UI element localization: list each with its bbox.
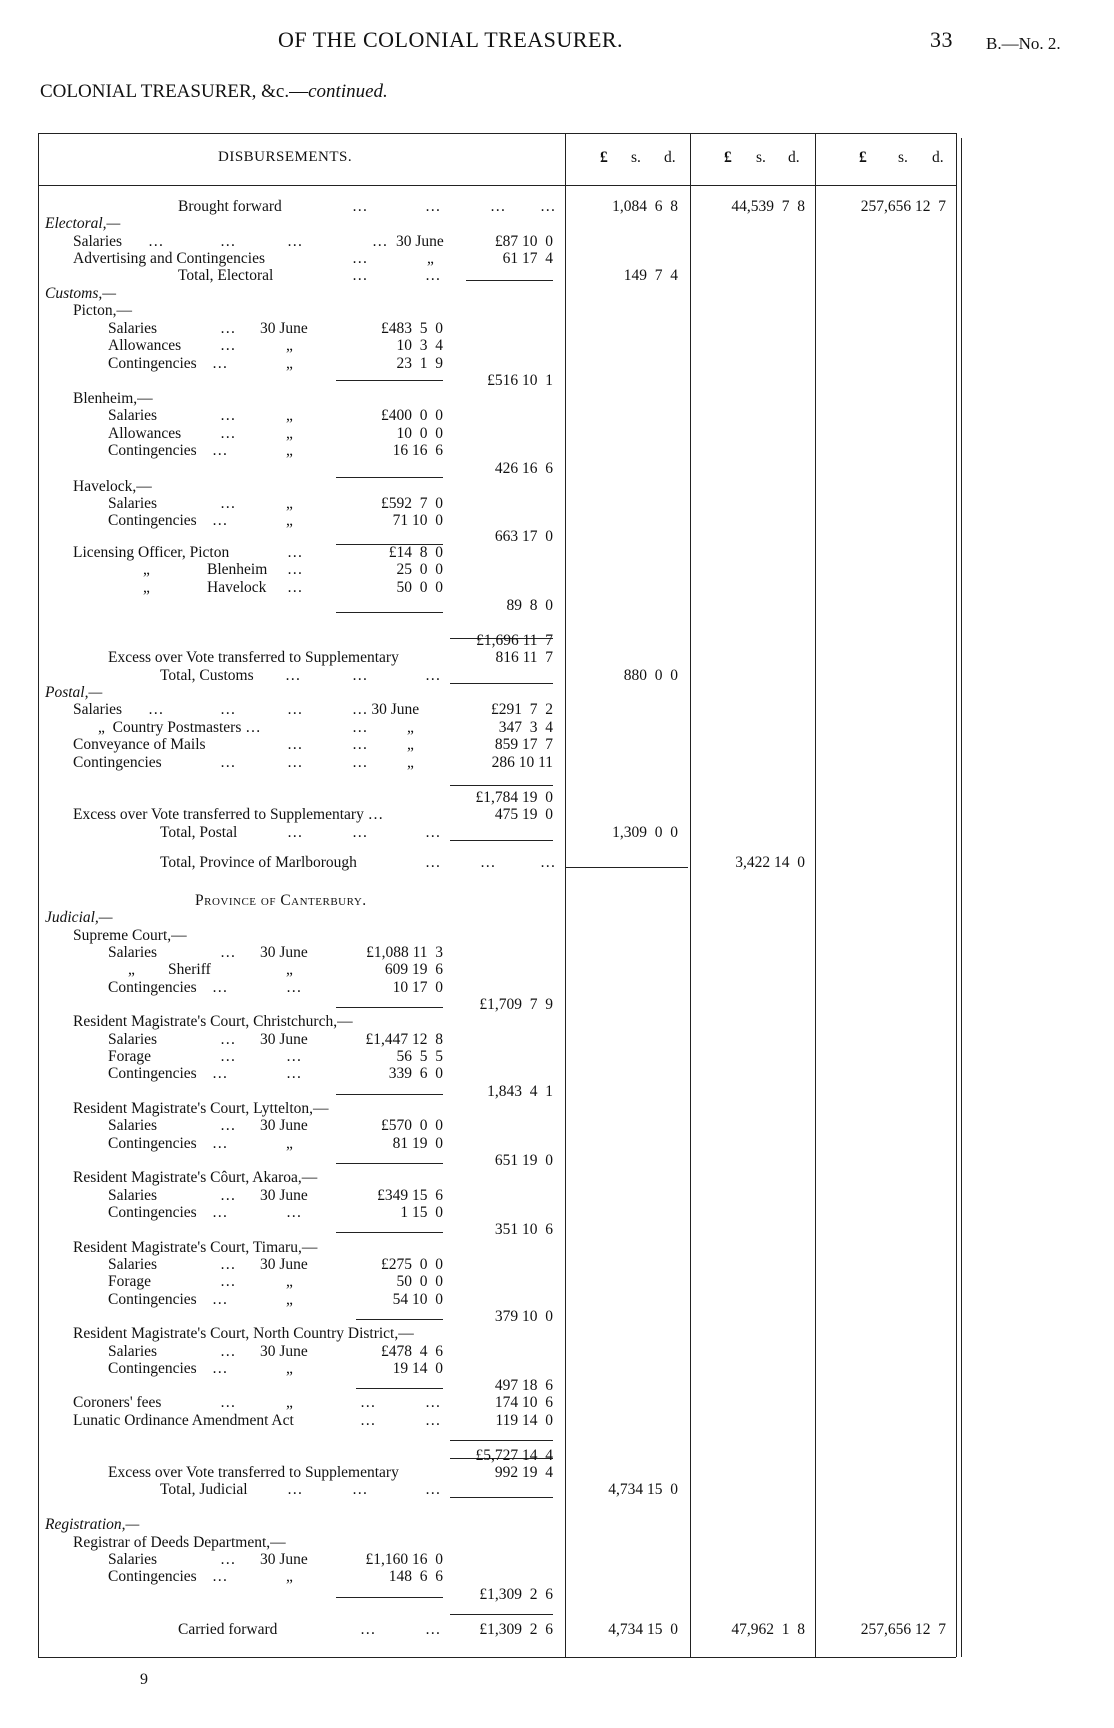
- leader: …: [212, 979, 228, 996]
- leader: …: [372, 233, 388, 250]
- leader: …: [360, 1621, 376, 1638]
- sum-rule: [336, 380, 443, 381]
- row-label: Havelock,—: [73, 478, 152, 495]
- leader: …: [352, 198, 368, 215]
- leader: …: [286, 1204, 302, 1221]
- amount-a4: 859 17 7: [494, 736, 553, 753]
- leader: … 30 June: [352, 701, 420, 718]
- leader: „: [286, 512, 293, 529]
- leader: …: [287, 579, 303, 596]
- leader: …: [425, 854, 441, 871]
- leader: …: [352, 267, 368, 284]
- amount-a3: £592 7 0: [381, 495, 443, 512]
- leader: „: [286, 337, 293, 354]
- amount-c3: 257,656 12 7: [860, 1621, 946, 1638]
- row-label: Salaries: [108, 495, 158, 512]
- row-label: 30 June: [260, 320, 308, 337]
- leader: „: [286, 1291, 293, 1308]
- leader: …: [480, 854, 496, 871]
- amount-a3: 10 17 0: [392, 979, 443, 996]
- row-label: Forage: [108, 1273, 152, 1290]
- row-label: Salaries: [108, 1117, 158, 1134]
- amount-a3: £478 4 6: [381, 1343, 443, 1360]
- leader: …: [212, 355, 228, 372]
- amount-a3: 339 6 0: [388, 1065, 443, 1082]
- amount-a4: £1,309 2 6: [479, 1621, 553, 1638]
- leader: …: [220, 320, 236, 337]
- leader: …: [220, 1256, 236, 1273]
- amount-a4: £516 10 1: [487, 372, 553, 389]
- leader: …: [287, 736, 303, 753]
- leader: …: [425, 1412, 441, 1429]
- leader: „: [407, 754, 414, 771]
- leader: „: [286, 442, 293, 459]
- column-rule: [815, 133, 816, 1657]
- amount-c3: 257,656 12 7: [860, 198, 946, 215]
- leader: „: [143, 561, 150, 578]
- row-label: Total, Province of Marlborough: [160, 854, 357, 871]
- leader: …: [425, 667, 441, 684]
- amount-a3: 54 10 0: [392, 1291, 443, 1308]
- col2-header-pounds: £: [724, 149, 732, 166]
- amount-a3: £1,447 12 8: [365, 1031, 443, 1048]
- row-label: Resident Magistrate's Côurt, Akaroa,—: [73, 1169, 318, 1186]
- leader: …: [352, 250, 368, 267]
- sum-rule: [356, 1319, 443, 1320]
- row-label: Postal,—: [45, 684, 103, 701]
- amount-a4: 347 3 4: [498, 719, 553, 736]
- disbursements-heading: DISBURSEMENTS.: [218, 149, 353, 165]
- sum-rule: [336, 1597, 443, 1598]
- row-label: 30 June: [260, 1551, 308, 1568]
- leader: …: [220, 1273, 236, 1290]
- sum-rule: [356, 1388, 443, 1389]
- row-label: Customs,—: [45, 285, 117, 302]
- column-rule: [956, 133, 957, 1657]
- amount-a3: £1,160 16 0: [365, 1551, 443, 1568]
- leader: …: [220, 1551, 236, 1568]
- leader: „: [286, 961, 293, 978]
- row-label: 30 June: [260, 1187, 308, 1204]
- leader: „: [286, 1273, 293, 1290]
- amount-c2: 44,539 7 8: [731, 198, 805, 215]
- amount-a4: £291 7 2: [491, 701, 553, 718]
- amount-a4: £87 10 0: [494, 233, 553, 250]
- amount-c1: 4,734 15 0: [608, 1481, 678, 1498]
- leader: …: [220, 1031, 236, 1048]
- amount-c1: 880 0 0: [623, 667, 678, 684]
- amount-a3: 19 14 0: [392, 1360, 443, 1377]
- col2-header-pence: d.: [788, 149, 800, 166]
- row-label: Resident Magistrate's Court, Lyttelton,—: [73, 1100, 329, 1117]
- amount-a3: 10 3 4: [396, 337, 443, 354]
- leader: …: [148, 233, 164, 250]
- amount-a3: 81 19 0: [392, 1135, 443, 1152]
- leader: …: [212, 1568, 228, 1585]
- sum-rule: [450, 1497, 553, 1498]
- sum-rule: [336, 1163, 443, 1164]
- leader: …: [148, 701, 164, 718]
- leader: …: [540, 854, 556, 871]
- row-label: Salaries: [108, 1187, 158, 1204]
- col3-header-pounds: £: [859, 149, 867, 166]
- amount-a4: 351 10 6: [494, 1221, 553, 1238]
- amount-a4: 651 19 0: [494, 1152, 553, 1169]
- leader: …: [212, 442, 228, 459]
- leader: …: [540, 198, 556, 215]
- amount-a3: £400 0 0: [381, 407, 443, 424]
- row-label: Picton,—: [73, 302, 132, 319]
- amount-c1: 149 7 4: [623, 267, 678, 284]
- amount-a4: £1,784 19 0: [475, 789, 553, 806]
- footer-folio: 9: [140, 1671, 148, 1688]
- amount-a3: 56 5 5: [396, 1048, 443, 1065]
- row-label: Resident Magistrate's Court, Christchurch,—: [73, 1013, 353, 1030]
- col1-header-pence: d.: [664, 149, 676, 166]
- row-label: 30 June: [260, 944, 308, 961]
- leader: …: [220, 495, 236, 512]
- row-label: Licensing Officer, Picton: [73, 544, 230, 561]
- amount-a4: 61 17 4: [502, 250, 553, 267]
- document-reference: B.—No. 2.: [986, 34, 1061, 53]
- row-label: Allowances: [108, 425, 182, 442]
- row-label: Salaries: [73, 701, 123, 718]
- sum-rule: [450, 1440, 553, 1441]
- column-rule: [690, 133, 691, 1657]
- col1-header-pounds: £: [600, 149, 608, 166]
- leader: …: [490, 198, 506, 215]
- amount-a3: £14 8 0: [388, 544, 443, 561]
- row-label: Contingencies: [108, 442, 197, 459]
- sum-rule: [336, 1094, 443, 1095]
- row-label: Blenheim,—: [73, 390, 153, 407]
- row-label: Contingencies: [108, 512, 197, 529]
- leader: …: [220, 1048, 236, 1065]
- leader: …: [352, 1481, 368, 1498]
- amount-a3: 23 1 9: [396, 355, 443, 372]
- leader: …: [287, 233, 303, 250]
- row-label: Province of Canterbury.: [195, 892, 367, 909]
- amount-a4: 1,843 4 1: [487, 1083, 553, 1100]
- amount-a3: 148 6 6: [388, 1568, 443, 1585]
- row-label: Contingencies: [108, 1360, 197, 1377]
- row-label: Contingencies: [108, 1291, 197, 1308]
- leader: …: [220, 1394, 236, 1411]
- leader: …: [220, 1343, 236, 1360]
- leader: …: [220, 337, 236, 354]
- row-label: Conveyance of Mails: [73, 736, 206, 753]
- leader: …: [287, 1481, 303, 1498]
- leader: …: [287, 824, 303, 841]
- leader: …: [425, 1621, 441, 1638]
- row-label: 30 June: [396, 233, 444, 250]
- amount-a4: £5,727 14 4: [475, 1447, 553, 1464]
- sum-rule: [336, 1007, 443, 1008]
- row-label: 30 June: [260, 1031, 308, 1048]
- row-label: Coroners' fees: [73, 1394, 162, 1411]
- row-label: Supreme Court,—: [73, 927, 187, 944]
- row-label: Salaries: [108, 320, 158, 337]
- row-label: Contingencies: [108, 1204, 197, 1221]
- amount-a3: 50 0 0: [396, 1273, 443, 1290]
- row-label: Registrar of Deeds Department,—: [73, 1534, 286, 1551]
- amount-a4: £1,309 2 6: [479, 1586, 553, 1603]
- amount-c1: 4,734 15 0: [608, 1621, 678, 1638]
- leader: „: [286, 1568, 293, 1585]
- amount-a3: £483 5 0: [381, 320, 443, 337]
- row-label: Contingencies: [108, 1568, 197, 1585]
- sum-rule: [450, 785, 553, 786]
- leader: …: [425, 1394, 441, 1411]
- row-label: Salaries: [73, 233, 123, 250]
- leader: …: [425, 824, 441, 841]
- amount-a3: 609 19 6: [384, 961, 443, 978]
- leader: …: [220, 407, 236, 424]
- sum-rule: [336, 477, 443, 478]
- leader: „: [286, 1135, 293, 1152]
- amount-a4: 816 11 7: [495, 649, 553, 666]
- amount-a4: 89 8 0: [506, 597, 553, 614]
- sum-rule: [450, 683, 553, 684]
- row-label: Lunatic Ordinance Amendment Act: [73, 1412, 294, 1429]
- amount-c1: 1,309 0 0: [612, 824, 678, 841]
- row-label: Contingencies: [108, 1135, 197, 1152]
- sum-rule: [450, 1614, 553, 1615]
- leader: …: [360, 1394, 376, 1411]
- row-label: Resident Magistrate's Court, Timaru,—: [73, 1239, 318, 1256]
- leader: …: [360, 1412, 376, 1429]
- row-label: Advertising and Contingencies: [73, 250, 265, 267]
- row-label: Allowances: [108, 337, 182, 354]
- amount-c2: 47,962 1 8: [731, 1621, 805, 1638]
- amount-a4: 379 10 0: [494, 1308, 553, 1325]
- amount-a4: 663 17 0: [494, 528, 553, 545]
- amount-a3: 50 0 0: [396, 579, 443, 596]
- amount-a3: 25 0 0: [396, 561, 443, 578]
- amount-a4: 174 10 6: [494, 1394, 553, 1411]
- sum-rule: [466, 280, 553, 281]
- row-label: Contingencies: [108, 1065, 197, 1082]
- row-label: 30 June: [260, 1256, 308, 1273]
- section-subtitle: COLONIAL TREASURER, &c.—continued.: [40, 81, 388, 102]
- row-label: Carried forward: [178, 1621, 278, 1638]
- amount-a4: 497 18 6: [494, 1377, 553, 1394]
- row-label: Excess over Vote transferred to Supplementary: [108, 649, 399, 666]
- amount-a3: 71 10 0: [392, 512, 443, 529]
- row-label: Salaries: [108, 944, 158, 961]
- amount-a3: £275 0 0: [381, 1256, 443, 1273]
- row-label: Total, Judicial: [160, 1481, 248, 1498]
- row-label: Brought forward: [178, 198, 282, 215]
- leader: „: [286, 425, 293, 442]
- row-label: Contingencies: [108, 355, 197, 372]
- amount-a3: £349 15 6: [377, 1187, 443, 1204]
- row-label: „ Country Postmasters …: [98, 719, 261, 736]
- leader: „: [286, 495, 293, 512]
- leader: …: [220, 233, 236, 250]
- row-label: Total, Electoral: [178, 267, 274, 284]
- leader: „: [286, 355, 293, 372]
- leader: …: [220, 1117, 236, 1134]
- sum-rule: [566, 867, 688, 868]
- leader: …: [425, 198, 441, 215]
- col3-header-shillings: s.: [898, 149, 908, 166]
- amount-a3: 16 16 6: [392, 442, 443, 459]
- col1-header-shillings: s.: [631, 149, 641, 166]
- row-label: Forage: [108, 1048, 152, 1065]
- leader: …: [352, 824, 368, 841]
- row-label: Blenheim: [207, 561, 268, 578]
- leader: …: [352, 719, 368, 736]
- leader: …: [212, 512, 228, 529]
- leader: „: [286, 1360, 293, 1377]
- leader: „: [407, 736, 414, 753]
- amount-a4: £1,696 11 7: [476, 632, 553, 649]
- amount-a4: 992 19 4: [494, 1464, 553, 1481]
- leader: …: [220, 754, 236, 771]
- leader: …: [352, 736, 368, 753]
- amount-a4: 119 14 0: [495, 1412, 553, 1429]
- sum-rule: [336, 612, 443, 613]
- amount-a3: £1,088 11 3: [366, 944, 443, 961]
- leader: …: [287, 561, 303, 578]
- row-label: Salaries: [108, 1551, 158, 1568]
- row-label: Total, Postal: [160, 824, 238, 841]
- header-rule: [38, 185, 956, 186]
- leader: …: [287, 701, 303, 718]
- leader: …: [286, 1065, 302, 1082]
- row-label: Electoral,—: [45, 215, 121, 232]
- leader: „: [286, 407, 293, 424]
- amount-a3: 1 15 0: [400, 1204, 443, 1221]
- row-label: Total, Customs: [160, 667, 254, 684]
- leader: „: [286, 1394, 293, 1411]
- row-label: 30 June: [260, 1343, 308, 1360]
- row-label: Excess over Vote transferred to Supplementary: [108, 1464, 399, 1481]
- amount-a4: 426 16 6: [494, 460, 553, 477]
- amount-c1: 1,084 6 8: [612, 198, 678, 215]
- leader: …: [220, 944, 236, 961]
- leader: …: [212, 1291, 228, 1308]
- leader: …: [425, 267, 441, 284]
- leader: …: [287, 754, 303, 771]
- row-label: Contingencies: [108, 979, 197, 996]
- leader: …: [220, 425, 236, 442]
- amount-a4: £1,709 7 9: [479, 996, 553, 1013]
- row-label: Registration,—: [45, 1516, 140, 1533]
- leader: …: [220, 701, 236, 718]
- column-rule: [38, 133, 39, 1657]
- leader: „: [143, 579, 150, 596]
- row-label: Salaries: [108, 1031, 158, 1048]
- page-title: OF THE COLONIAL TREASURER.: [278, 27, 624, 52]
- leader: …: [286, 1048, 302, 1065]
- amount-c2: 3,422 14 0: [735, 854, 805, 871]
- row-label: Contingencies: [73, 754, 162, 771]
- row-label: Judicial,—: [45, 909, 113, 926]
- leader: …: [287, 544, 303, 561]
- column-rule: [961, 138, 962, 1657]
- row-label: 30 June: [260, 1117, 308, 1134]
- row-label: Salaries: [108, 1343, 158, 1360]
- row-label: Excess over Vote transferred to Supplementary …: [73, 806, 384, 823]
- leader: …: [212, 1360, 228, 1377]
- leader: …: [212, 1065, 228, 1082]
- leader: …: [212, 1135, 228, 1152]
- leader: …: [285, 667, 301, 684]
- row-label: Salaries: [108, 1256, 158, 1273]
- table-top-rule: [38, 133, 956, 134]
- row-label: Resident Magistrate's Court, North Country District,—: [73, 1325, 414, 1342]
- col2-header-shillings: s.: [756, 149, 766, 166]
- row-label: Salaries: [108, 407, 158, 424]
- sum-rule: [336, 1232, 443, 1233]
- column-rule: [565, 133, 566, 1657]
- amount-a3: £570 0 0: [381, 1117, 443, 1134]
- col3-header-pence: d.: [932, 149, 944, 166]
- leader: …: [425, 1481, 441, 1498]
- leader: …: [352, 667, 368, 684]
- leader: „: [427, 250, 434, 267]
- page-number: 33: [930, 27, 953, 52]
- row-label: Sheriff: [168, 961, 211, 978]
- row-label: Havelock: [207, 579, 267, 596]
- amount-a4: 286 10 11: [491, 754, 553, 771]
- leader: …: [286, 979, 302, 996]
- leader: „: [407, 719, 414, 736]
- sum-rule: [450, 840, 553, 841]
- leader: …: [352, 754, 368, 771]
- leader: „: [128, 961, 135, 978]
- leader: …: [220, 1187, 236, 1204]
- table-bottom-rule: [38, 1657, 956, 1658]
- amount-a4: 475 19 0: [494, 806, 553, 823]
- leader: …: [212, 1204, 228, 1221]
- amount-a3: 10 0 0: [396, 425, 443, 442]
